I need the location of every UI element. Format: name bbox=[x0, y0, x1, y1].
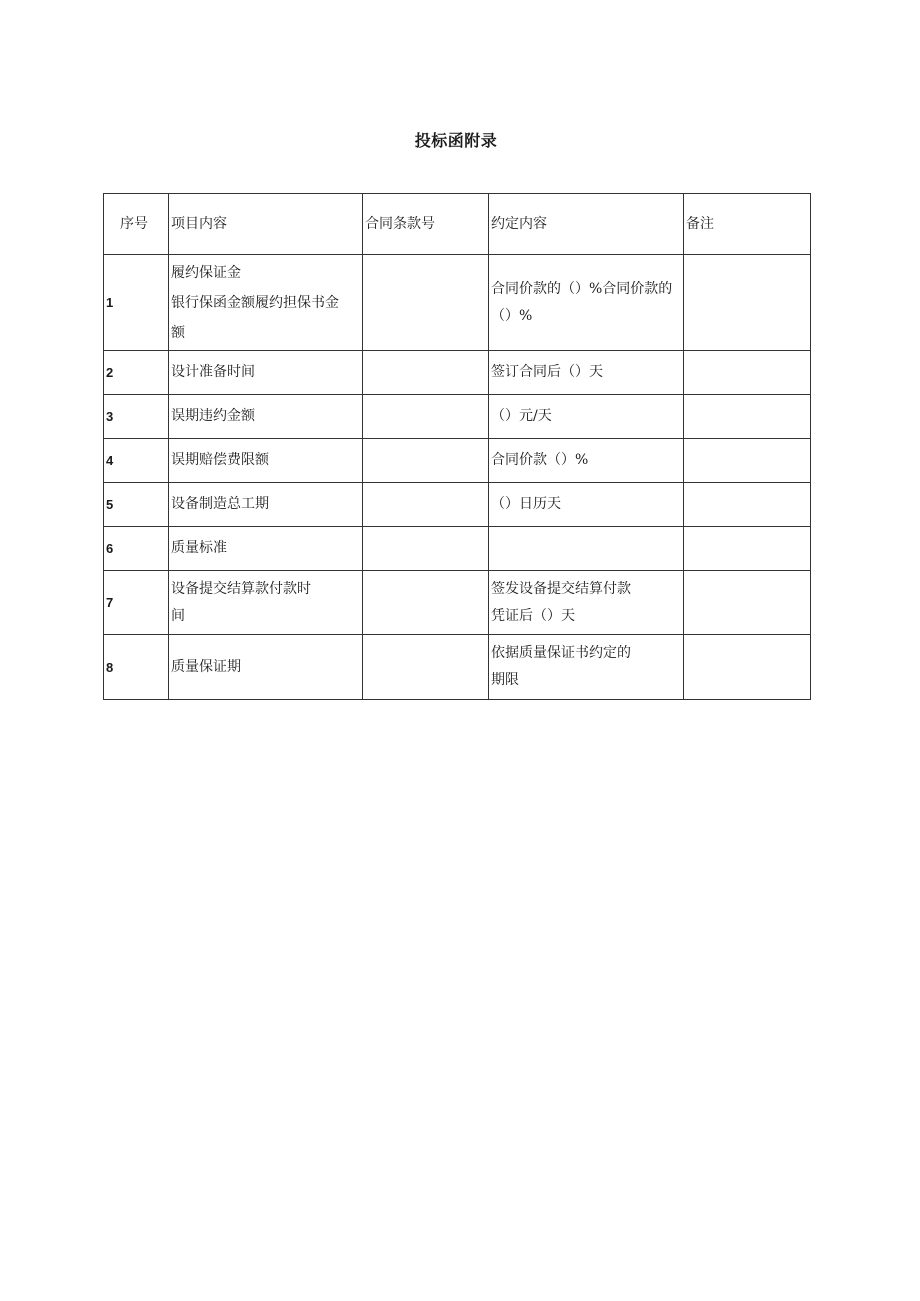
row-remark bbox=[684, 571, 811, 635]
row-content-line: 依据质量保证书约定的 bbox=[491, 645, 631, 661]
row-no: 4 bbox=[104, 439, 169, 483]
table-row bbox=[104, 527, 811, 571]
row-content-line: 凭证后（）天 bbox=[491, 607, 575, 624]
row-item: 质量标准 bbox=[169, 527, 363, 571]
row-item-line: 履约保证金 bbox=[171, 264, 241, 281]
header-clause: 合同条款号 bbox=[363, 194, 489, 255]
row-remark bbox=[684, 395, 811, 439]
row-remark bbox=[684, 439, 811, 483]
row-content-line: （）% bbox=[491, 307, 533, 324]
header-item: 项目内容 bbox=[169, 194, 363, 255]
row-content bbox=[489, 635, 684, 700]
row-item-line: 间 bbox=[171, 607, 185, 624]
row-item-line: 额 bbox=[171, 324, 185, 341]
row-item bbox=[169, 571, 363, 635]
row-remark bbox=[684, 255, 811, 351]
row-content bbox=[489, 255, 684, 351]
table-row bbox=[104, 395, 811, 439]
row-item: 设备制造总工期 bbox=[169, 483, 363, 527]
page-title: 投标函附录 bbox=[414, 131, 498, 150]
row-no: 1 bbox=[104, 255, 169, 351]
row-no: 3 bbox=[104, 395, 169, 439]
row-no: 2 bbox=[104, 351, 169, 395]
row-content: 合同价款（）% bbox=[489, 439, 684, 483]
row-item-line: 银行保函金额履约担保书金 bbox=[171, 294, 339, 311]
row-no: 5 bbox=[104, 483, 169, 527]
row-item: 设计准备时间 bbox=[169, 351, 363, 395]
row-content bbox=[489, 571, 684, 635]
row-clause bbox=[363, 635, 489, 700]
row-content-line: 签发设备提交结算付款 bbox=[491, 580, 631, 597]
table-row bbox=[104, 255, 811, 351]
row-remark bbox=[684, 483, 811, 527]
table-row bbox=[104, 351, 811, 395]
row-item: 质量保证期 bbox=[169, 635, 363, 700]
row-remark bbox=[684, 635, 811, 700]
row-content: 签订合同后（）天 bbox=[489, 351, 684, 395]
row-item: 误期违约金额 bbox=[169, 395, 363, 439]
row-clause bbox=[363, 439, 489, 483]
row-no: 6 bbox=[104, 527, 169, 571]
row-remark bbox=[684, 527, 811, 571]
appendix-table bbox=[103, 193, 811, 700]
row-clause bbox=[363, 395, 489, 439]
row-item-line: 设备提交结算款付款时 bbox=[171, 580, 311, 597]
row-no: 7 bbox=[104, 571, 169, 635]
row-item: 误期赔偿费限额 bbox=[169, 439, 363, 483]
row-clause bbox=[363, 255, 489, 351]
row-content: （）元/天 bbox=[489, 395, 684, 439]
table-row bbox=[104, 571, 811, 635]
row-content-line: 期限 bbox=[491, 672, 519, 688]
row-item bbox=[169, 255, 363, 351]
row-content: （）日历天 bbox=[489, 483, 684, 527]
header-remark: 备注 bbox=[684, 194, 811, 255]
table-row bbox=[104, 483, 811, 527]
row-remark bbox=[684, 351, 811, 395]
table-header-row bbox=[104, 194, 811, 255]
row-clause bbox=[363, 571, 489, 635]
row-clause bbox=[363, 483, 489, 527]
row-clause bbox=[363, 527, 489, 571]
header-no: 序号 bbox=[104, 194, 169, 255]
table-row bbox=[104, 439, 811, 483]
row-content-line: 合同价款的（）%合同价款的 bbox=[491, 280, 673, 297]
table-row bbox=[104, 635, 811, 700]
header-content: 约定内容 bbox=[489, 194, 684, 255]
row-clause bbox=[363, 351, 489, 395]
row-content bbox=[489, 527, 684, 571]
row-no: 8 bbox=[104, 635, 169, 700]
